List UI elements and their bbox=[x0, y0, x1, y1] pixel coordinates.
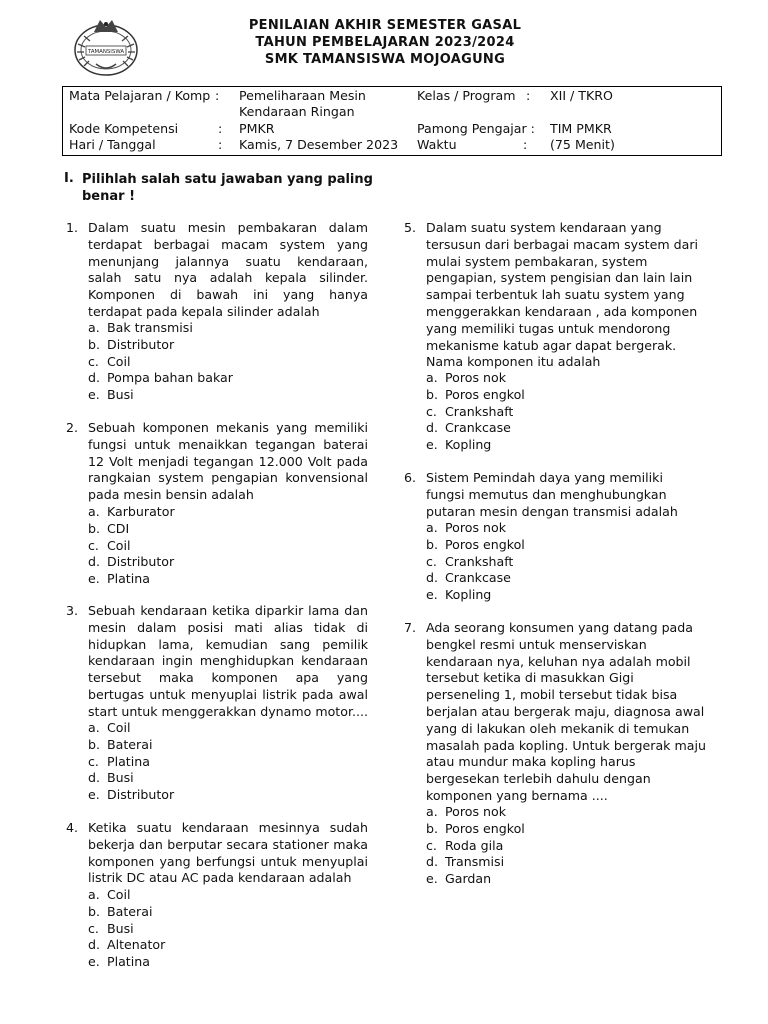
answer-option[interactable] bbox=[426, 838, 525, 855]
option-letter: c. bbox=[88, 920, 99, 936]
question-text: Ada seorang konsumen yang datang pada bengkel resmi untuk menserviskan kendaraan nya, keluhan nya adalah mobil tersebut ketika di masukkan Gigi perseneling 1, mobil tersebut tidak bisa berjalan atau bergerak maju, diagnosa awal yang di lakukan oleh mekanik di temukan masalah pada kopling. Untuk bergerak maju atau mundur maka kopling harus bergesekan terlebih dahulu dengan komponen yang bernama .... bbox=[426, 620, 706, 803]
answer-option[interactable] bbox=[426, 437, 525, 454]
school-logo-icon bbox=[72, 14, 140, 78]
option-text: Platina bbox=[107, 954, 150, 970]
option-text: CDI bbox=[107, 520, 130, 536]
subject-value-line1: Pemeliharaan Mesin bbox=[239, 88, 366, 103]
option-letter: d. bbox=[88, 554, 100, 570]
option-text: Distributor bbox=[107, 787, 175, 803]
answer-option[interactable] bbox=[426, 821, 525, 838]
answer-option[interactable] bbox=[88, 937, 165, 954]
question-number: 7. bbox=[404, 620, 417, 635]
option-text: Crankcase bbox=[445, 570, 511, 586]
answer-option[interactable] bbox=[88, 954, 165, 971]
answer-options bbox=[88, 504, 175, 588]
duration-label: Waktu bbox=[417, 137, 457, 152]
exam-info-box bbox=[62, 86, 722, 156]
option-text: Platina bbox=[107, 753, 150, 769]
answer-option[interactable] bbox=[88, 504, 175, 521]
competency-code-value: PMKR bbox=[239, 121, 275, 136]
option-text: Roda gila bbox=[445, 837, 504, 853]
option-letter: a. bbox=[88, 504, 100, 519]
subject-colon: : bbox=[215, 88, 220, 103]
option-text: Baterai bbox=[107, 736, 153, 752]
answer-option[interactable] bbox=[88, 770, 174, 787]
option-letter: b. bbox=[426, 820, 438, 836]
answer-options bbox=[426, 520, 525, 604]
date-colon: : bbox=[218, 137, 223, 152]
subject-value-line2: Kendaraan Ringan bbox=[239, 104, 355, 119]
answer-option[interactable] bbox=[88, 354, 233, 371]
option-letter: d. bbox=[88, 770, 100, 786]
subject-label: Mata Pelajaran / Komp bbox=[69, 88, 211, 103]
question-number: 4. bbox=[66, 820, 79, 835]
question-number: 2. bbox=[66, 420, 79, 435]
section-number: I. bbox=[64, 171, 74, 186]
class-value: XII / TKRO bbox=[550, 88, 613, 103]
answer-option[interactable] bbox=[426, 570, 525, 587]
question-number: 5. bbox=[404, 220, 417, 235]
answer-option[interactable] bbox=[426, 420, 525, 437]
answer-options bbox=[426, 804, 525, 888]
option-text: Distributor bbox=[107, 554, 175, 570]
option-text: Coil bbox=[107, 537, 131, 553]
teacher-value: TIM PMKR bbox=[550, 121, 612, 136]
option-text: Bak transmisi bbox=[107, 320, 193, 335]
option-letter: d. bbox=[426, 854, 438, 870]
answer-option[interactable] bbox=[426, 871, 525, 888]
option-text: Poros engkol bbox=[445, 386, 525, 402]
option-text: Transmisi bbox=[445, 854, 505, 870]
answer-option[interactable] bbox=[88, 887, 165, 904]
question-number: 1. bbox=[66, 220, 79, 235]
option-text: Coil bbox=[107, 353, 131, 369]
option-text: Distributor bbox=[107, 336, 175, 352]
option-letter: c. bbox=[88, 753, 99, 769]
answer-options bbox=[88, 320, 233, 404]
option-text: Poros nok bbox=[445, 520, 507, 535]
option-text: Kopling bbox=[445, 587, 492, 603]
option-text: Coil bbox=[107, 887, 131, 902]
option-text: Busi bbox=[107, 920, 134, 936]
answer-option[interactable] bbox=[88, 337, 233, 354]
option-text: Coil bbox=[107, 720, 131, 735]
option-text: Poros nok bbox=[445, 370, 507, 385]
option-text: Pompa bahan bakar bbox=[107, 370, 233, 386]
option-letter: d. bbox=[426, 570, 438, 586]
school-name: SMK TAMANSISWA MOJOAGUNG bbox=[264, 52, 506, 67]
duration-colon: : bbox=[523, 137, 528, 152]
answer-option[interactable] bbox=[88, 921, 165, 938]
answer-option[interactable] bbox=[88, 787, 174, 804]
exam-title: PENILAIAN AKHIR SEMESTER GASAL bbox=[248, 18, 522, 33]
answer-option[interactable] bbox=[88, 737, 174, 754]
answer-option[interactable] bbox=[88, 904, 165, 921]
answer-option[interactable] bbox=[88, 320, 233, 337]
date-label: Hari / Tanggal bbox=[69, 137, 156, 152]
duration-value: (75 Menit) bbox=[550, 137, 615, 152]
option-letter: c. bbox=[426, 553, 437, 569]
option-letter: e. bbox=[426, 871, 438, 887]
answer-option[interactable] bbox=[88, 554, 175, 571]
answer-option[interactable] bbox=[88, 370, 233, 387]
question-text: Sebuah komponen mekanis yang memiliki fungsi untuk menaikkan tegangan baterai 12 Volt menjadi tegangan 12.000 Volt pada rangkaian system pengapian konvensional pada mesin bensin adalah bbox=[88, 420, 368, 503]
option-letter: b. bbox=[426, 536, 438, 552]
option-letter: a. bbox=[88, 320, 100, 335]
question-text: Dalam suatu system kendaraan yang tersusun dari berbagai macam system dari mulai system pembakaran, system pengapian, system pengisian dan lain lain sampai terbentuk lah suatu system yang menggerakkan kendaraan , ada komponen yang memiliki tugas untuk mendorong mekanisme katub agar dapat bergerak. Nama komponen itu adalah bbox=[426, 220, 698, 370]
option-text: Poros nok bbox=[445, 804, 507, 819]
option-letter: e. bbox=[426, 437, 438, 453]
option-letter: a. bbox=[426, 804, 438, 819]
option-letter: a. bbox=[88, 720, 100, 735]
answer-option[interactable] bbox=[426, 554, 525, 571]
answer-options bbox=[426, 370, 525, 454]
date-value: Kamis, 7 Desember 2023 bbox=[239, 137, 399, 152]
option-letter: b. bbox=[88, 520, 100, 536]
answer-options bbox=[88, 720, 174, 804]
answer-option[interactable] bbox=[426, 587, 525, 604]
question-number: 3. bbox=[66, 603, 79, 618]
competency-code-colon: : bbox=[218, 121, 223, 136]
option-letter: a. bbox=[426, 520, 438, 535]
option-letter: b. bbox=[88, 736, 100, 752]
answer-option[interactable] bbox=[88, 754, 174, 771]
logo-text: TAMANSISWA bbox=[87, 49, 125, 55]
option-text: Gardan bbox=[445, 871, 492, 887]
option-text: Karburator bbox=[107, 504, 175, 519]
answer-option[interactable] bbox=[88, 521, 175, 538]
option-text: Platina bbox=[107, 571, 150, 587]
option-text: Busi bbox=[107, 770, 134, 786]
option-letter: e. bbox=[88, 787, 100, 803]
option-letter: b. bbox=[88, 336, 100, 352]
option-text: Crankshaft bbox=[445, 403, 514, 419]
option-letter: e. bbox=[88, 387, 100, 403]
academic-year: TAHUN PEMBELAJARAN 2023/2024 bbox=[255, 35, 515, 50]
option-text: Altenator bbox=[107, 937, 166, 953]
option-letter: a. bbox=[426, 370, 438, 385]
answer-options bbox=[88, 887, 165, 971]
option-letter: b. bbox=[88, 903, 100, 919]
option-text: Crankshaft bbox=[445, 553, 514, 569]
question-number: 6. bbox=[404, 470, 417, 485]
answer-option[interactable] bbox=[426, 387, 525, 404]
answer-option[interactable] bbox=[426, 804, 525, 821]
answer-option[interactable] bbox=[426, 370, 525, 387]
teacher-label: Pamong Pengajar : bbox=[417, 121, 535, 136]
class-label: Kelas / Program bbox=[417, 88, 516, 103]
option-letter: b. bbox=[426, 386, 438, 402]
option-letter: d. bbox=[88, 370, 100, 386]
answer-option[interactable] bbox=[88, 571, 175, 588]
option-letter: d. bbox=[88, 937, 100, 953]
answer-option[interactable] bbox=[426, 537, 525, 554]
option-text: Crankcase bbox=[445, 420, 511, 436]
option-letter: d. bbox=[426, 420, 438, 436]
question-text: Sebuah kendaraan ketika diparkir lama dan mesin dalam posisi mati alias tidak di hidupkan lama, kemudian sang pemilik kendaraan ingin menghidupkan kendaraan tersebut maka komponen apa yang bertugas untuk menyuplai listrik pada awal start untuk menggerakkan dynamo motor.... bbox=[88, 603, 368, 719]
answer-option[interactable] bbox=[88, 720, 174, 737]
section-title: Pilihlah salah satu jawaban yang paling benar ! bbox=[82, 172, 373, 204]
answer-option[interactable] bbox=[88, 387, 233, 404]
option-letter: c. bbox=[88, 353, 99, 369]
answer-option[interactable] bbox=[426, 404, 525, 421]
option-text: Kopling bbox=[445, 437, 492, 453]
option-letter: c. bbox=[426, 837, 437, 853]
option-letter: e. bbox=[88, 571, 100, 587]
option-text: Busi bbox=[107, 387, 134, 403]
question-text: Ketika suatu kendaraan mesinnya sudah bekerja dan berputar secara stationer maka komponen yang berfungsi untuk menyuplai listrik DC atau AC pada kendaraan adalah bbox=[88, 820, 368, 886]
question-text: Sistem Pemindah daya yang memiliki fungsi memutus dan menghubungkan putaran mesin dengan transmisi adalah bbox=[426, 470, 678, 519]
option-letter: c. bbox=[426, 403, 437, 419]
option-letter: c. bbox=[88, 537, 99, 553]
answer-option[interactable] bbox=[88, 538, 175, 555]
answer-option[interactable] bbox=[426, 520, 525, 537]
option-text: Poros engkol bbox=[445, 820, 525, 836]
option-text: Poros engkol bbox=[445, 536, 525, 552]
option-text: Baterai bbox=[107, 903, 153, 919]
option-letter: e. bbox=[88, 954, 100, 970]
class-colon: : bbox=[526, 88, 531, 103]
competency-code-label: Kode Kompetensi bbox=[69, 121, 179, 136]
option-letter: a. bbox=[88, 887, 100, 902]
option-letter: e. bbox=[426, 587, 438, 603]
answer-option[interactable] bbox=[426, 854, 525, 871]
question-text: Dalam suatu mesin pembakaran dalam terdapat berbagai macam system yang menunjang jalannya suatu kendaraan, salah satu nya adalah kepala silinder. Komponen di bawah ini yang hanya terdapat pada kepala silinder adalah bbox=[88, 220, 368, 319]
